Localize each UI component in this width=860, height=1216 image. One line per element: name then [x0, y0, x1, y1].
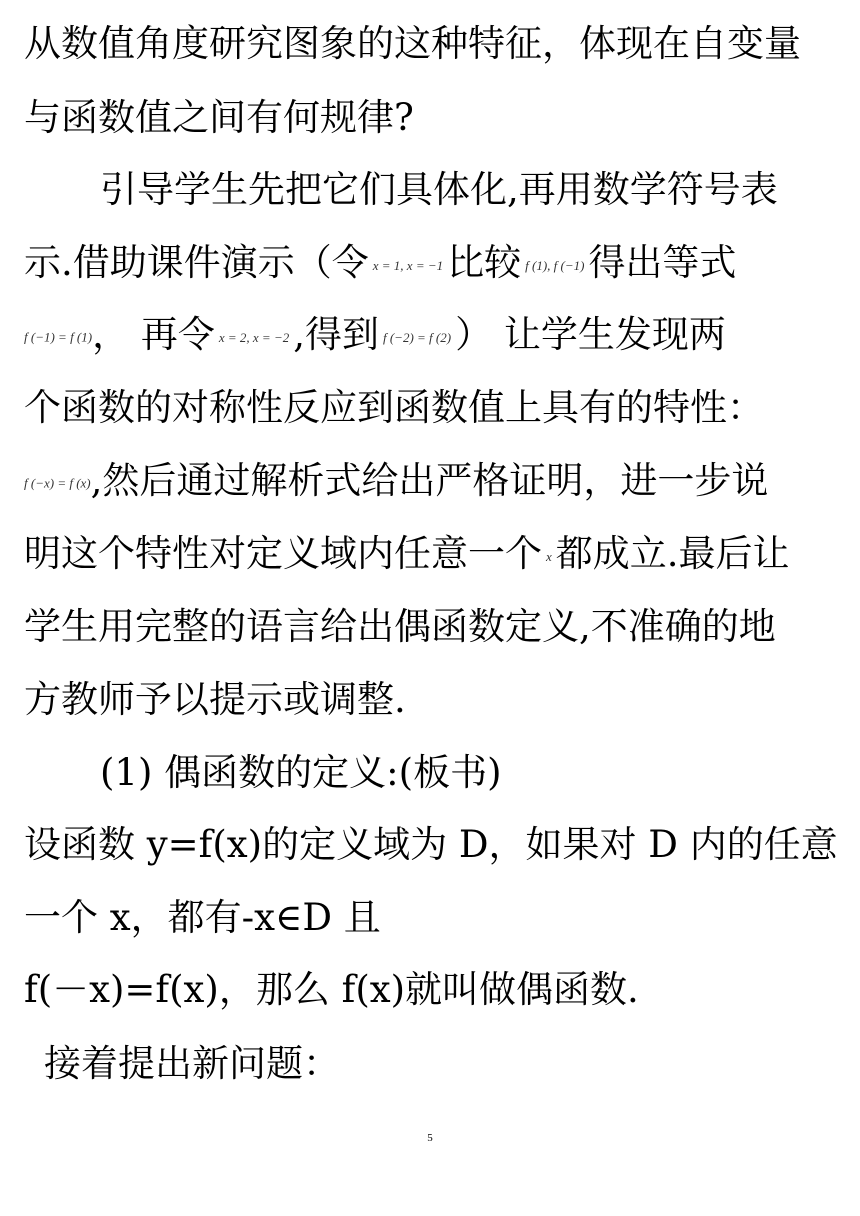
paragraph-line-4	[24, 243, 860, 286]
text-segment: 得出等式	[588, 241, 737, 284]
formula-even-property: f (−x) = f (x)	[24, 475, 91, 491]
formula-x-values-2: x = 2, x = −2	[218, 329, 290, 345]
text-segment: ， 再令	[92, 313, 215, 356]
text-segment: 都成立.最后让	[555, 532, 790, 575]
text-segment: 比较	[447, 241, 522, 284]
text-segment: 明这个特性对定义域内任意一个	[24, 532, 542, 575]
definition-line-2: 一个 x，都有-x∈D 且	[24, 896, 381, 939]
paragraph-line-8	[24, 534, 860, 577]
text-segment: 示.借助课件演示（令	[24, 241, 369, 284]
text-segment: ,得到	[293, 313, 379, 356]
paragraph-line-9: 学生用完整的语言给出偶函数定义,不准确的地	[24, 605, 776, 648]
paragraph-line-7	[24, 461, 860, 504]
page-number: 5	[427, 1132, 433, 1144]
text-segment: ,然后通过解析式给出严格证明，进一步说	[90, 459, 769, 502]
paragraph-line-6: 个函数的对称性反应到函数值上具有的特性：	[24, 386, 764, 429]
formula-equality-1: f (−1) = f (1)	[24, 329, 93, 345]
paragraph-line-15: 接着提出新问题：	[44, 1042, 340, 1085]
paragraph-line-1: 从数值角度研究图象的这种特征，体现在自变量	[24, 22, 801, 65]
definition-line-1: 设函数 y=f(x)的定义域为 D，如果对 D 内的任意	[24, 823, 838, 866]
definition-line-3: f(－x)=f(x)，那么 f(x)就叫做偶函数.	[24, 968, 639, 1011]
formula-x: x	[546, 548, 552, 564]
formula-equality-2: f (−2) = f (2)	[382, 329, 452, 345]
formula-f-values: f (1), f (−1)	[525, 257, 585, 273]
paragraph-line-10: 方教师予以提示或调整.	[24, 678, 406, 721]
formula-x-values: x = 1, x = −1	[372, 257, 444, 273]
paragraph-line-2: 与函数值之间有何规律?	[24, 96, 414, 139]
section-heading: (1) 偶函数的定义:(板书)	[100, 751, 502, 794]
paragraph-line-3: 引导学生先把它们具体化,再用数学符号表	[100, 168, 778, 211]
paragraph-line-5	[24, 315, 860, 358]
text-segment: ） 让学生发现两	[455, 313, 726, 356]
